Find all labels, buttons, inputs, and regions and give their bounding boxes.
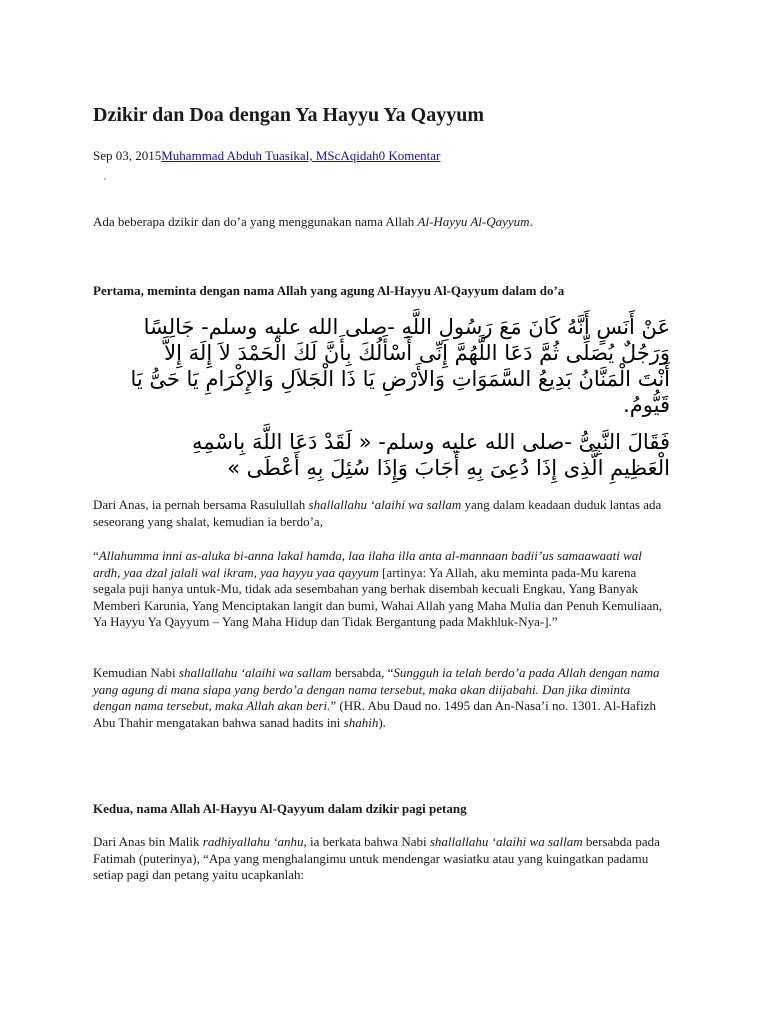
- article-title: Dzikir dan Doa dengan Ya Hayyu Ya Qayyum: [93, 104, 484, 126]
- morning-evening-paragraph: Dari Anas bin Malik radhiyallahu ‘anhu, ia berkata bahwa Nabi shallallahu ‘alaihi wa sallam bersabda pada Fatimah (puterinya), “Apa yang menghalangimu untuk mendengar wasiatku atau yang kuingatkan padamu setiap pagi dan petang yaitu ucapkanlah:: [93, 834, 660, 882]
- arabic-line: عَنْ أَنَسٍ أَنَّهُ كَانَ مَعَ رَسُولِ اللَّهِ -صلى الله عليه وسلم- جَالِسًا: [143, 315, 670, 339]
- intro-paragraph: Ada beberapa dzikir dan do’a yang menggunakan nama Allah Al-Hayyu Al-Qayyum.: [93, 214, 533, 229]
- section-heading-first: Pertama, meminta dengan nama Allah yang agung Al-Hayyu Al-Qayyum dalam do’a: [93, 283, 565, 298]
- arabic-line: الْعَظِيمِ الَّذِى إِذَا دُعِىَ بِهِ أَجَابَ وَإِذَا سُئِلَ بِهِ أَعْطَى »: [227, 456, 670, 480]
- arabic-hadith-text: [130, 314, 670, 418]
- category-link[interactable]: Aqidah: [340, 148, 379, 163]
- comments-link[interactable]: 0 Komentar: [378, 148, 441, 163]
- intro-allah-name: Al-Hayyu Al-Qayyum: [417, 214, 530, 229]
- author-link[interactable]: Muhammad Abduh Tuasikal, MSc: [161, 148, 341, 163]
- separator-dot: [104, 178, 106, 180]
- dua-transliteration: Allahumma inni as-aluka bi-anna lakal hamda, laa ilaha illa anta al-mannaan badii’us samaawaati wal ardh, yaa dzal jalali wal ikram, yaa hayyu yaa qayyum: [93, 548, 642, 580]
- arabic-line: وَرَجُلٌ يُصَلِّى ثُمَّ دَعَا اللَّهُمَّ إِنِّى أَسْأَلُكَ بِأَنَّ لَكَ الْحَمْدَ لاَ إِلَهَ إِلاَّ: [164, 341, 670, 365]
- arabic-line: فَقَالَ النَّبِىُّ -صلى الله عليه وسلم- « لَقَدْ دَعَا اللَّهَ بِاسْمِهِ: [192, 430, 670, 454]
- dua-translation-paragraph: “Allahumma inni as-aluka bi-anna lakal hamda, laa ilaha illa anta al-mannaan badii’us samaawaati wal ardh, yaa dzal jalali wal ikram, yaa hayyu yaa qayyum [artinya: Ya Allah, aku meminta pada-Mu karena segala puji hanya untuk-Mu, tidak ada sesembahan yang berhak disembah kecuali Engkau, Yang Banyak Memberi Karunia, Yang Menciptakan langit dan bumi, Wahai Allah yang Maha Mulia dan Penuh Kemuliaan, Ya Hayyu Ya Qayyum – Yang Maha Hidup dan Tidak Bergantung pada Makhluk-Nya-].”: [93, 548, 663, 629]
- publish-date: Sep 03, 2015: [93, 148, 162, 163]
- prophet-response-paragraph: Kemudian Nabi shallallahu ‘alaihi wa sallam bersabda, “Sungguh ia telah berdo’a pada Allah dengan nama yang agung di mana siapa yang berdo’a dengan nama tersebut, maka akan diijabahi. Dan jika diminta dengan nama tersebut, maka Allah akan beri.” (HR. Abu Daud no. 1495 dan An-Nasa’i no. 1301. Al-Hafizh Abu Thahir mengatakan bahwa sanad hadits ini shahih).: [93, 665, 660, 730]
- article-meta: [93, 148, 440, 164]
- arabic-prophet-saying: [192, 429, 670, 481]
- arabic-line: قَيُّومُ.: [623, 393, 670, 417]
- narration-paragraph: Dari Anas, ia pernah bersama Rasulullah shallallahu ‘alaihi wa sallam yang dalam keadaan duduk lantas ada seseorang yang shalat, kemudian ia berdo’a,: [93, 497, 662, 529]
- section-heading-second: Kedua, nama Allah Al-Hayyu Al-Qayyum dalam dzikir pagi petang: [93, 801, 467, 816]
- arabic-line: أَنْتَ الْمَنَّانُ بَدِيعُ السَّمَوَاتِ وَالأَرْضِ يَا ذَا الْجَلاَلِ وَالإِكْرَامِ يَا حَىُّ يَا: [130, 367, 670, 391]
